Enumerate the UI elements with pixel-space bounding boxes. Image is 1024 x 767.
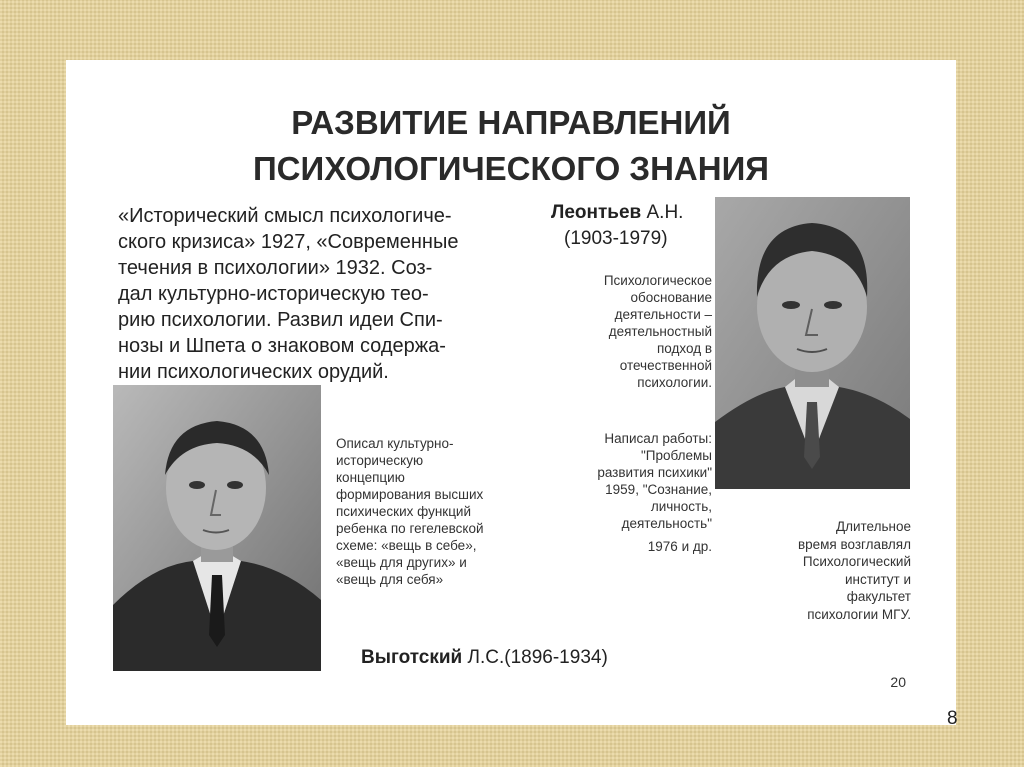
leontiev-desc-line: институт и	[844, 571, 911, 587]
leontiev-desc-line: 1959, "Сознание,	[605, 482, 712, 497]
leontiev-description-2	[532, 430, 712, 555]
leontiev-description-1	[532, 272, 712, 391]
vygotsky-desc-line: «вещь для себя»	[336, 572, 444, 587]
main-text	[118, 203, 518, 385]
slide-counter: 8	[947, 708, 958, 729]
vygotsky-desc-line: ребенка по гегелевской	[336, 521, 484, 536]
vygotsky-initials-years: Л.С.(1896-1934)	[462, 647, 608, 668]
leontiev-desc-line: развития психики"	[597, 465, 712, 480]
slide-title	[66, 100, 956, 192]
leontiev-desc-line: время возглавлял	[797, 536, 911, 552]
title-line-2: ПСИХОЛОГИЧЕСКОГО ЗНАНИЯ	[252, 150, 770, 187]
leontiev-caption	[551, 200, 683, 252]
main-text-line: ского кризиса» 1927, «Современные	[118, 231, 459, 253]
leontiev-years: (1903-1979)	[564, 228, 668, 249]
vygotsky-description	[336, 435, 561, 588]
page-number: 20	[890, 674, 906, 690]
vygotsky-desc-line: формирования высших	[336, 487, 484, 502]
leontiev-desc-line: Длительное	[835, 519, 911, 534]
vygotsky-desc-line: психических функций	[336, 504, 472, 519]
leontiev-desc-line: "Проблемы	[640, 448, 712, 463]
leontiev-desc-line: факультет	[846, 589, 911, 604]
leontiev-desc-line: Написал работы:	[604, 431, 712, 446]
vygotsky-desc-line: «вещь для других» и	[336, 555, 467, 570]
vygotsky-caption	[361, 647, 608, 669]
leontiev-description-3	[731, 518, 911, 623]
vygotsky-desc-line: концепцию	[336, 470, 405, 485]
main-text-line: «Исторический смысл психологиче-	[118, 205, 452, 227]
leontiev-desc-line: психологии.	[637, 375, 712, 390]
leontiev-desc-line: 1976 и др.	[647, 539, 712, 554]
main-text-line: течения в психологии» 1932. Соз-	[118, 257, 433, 279]
leontiev-desc-line: обоснование	[630, 290, 712, 305]
title-line-1: РАЗВИТИЕ НАПРАВЛЕНИЙ	[291, 104, 731, 141]
leontiev-desc-line: психологии МГУ.	[807, 606, 911, 622]
main-text-line: нозы и Шпета о знаковом содержа-	[118, 335, 446, 357]
leontiev-portrait	[715, 197, 910, 489]
leontiev-desc-line: деятельности –	[614, 307, 712, 322]
main-text-line: дал культурно-историческую тео-	[118, 283, 429, 305]
leontiev-surname: Леонтьев	[551, 202, 642, 223]
leontiev-desc-line: деятельностный	[608, 324, 712, 339]
vygotsky-desc-line: Описал культурно-	[336, 436, 454, 451]
main-text-line: нии психологических орудий.	[118, 361, 389, 383]
main-text-line: рию психологии. Развил идеи Спи-	[118, 309, 443, 331]
vygotsky-desc-line: схеме: «вещь в себе»,	[336, 538, 477, 553]
leontiev-initials: А.Н.	[641, 202, 684, 223]
slide	[66, 60, 956, 725]
leontiev-desc-line: подход в	[656, 341, 712, 356]
leontiev-desc-line: личность,	[650, 499, 712, 514]
vygotsky-desc-line: историческую	[336, 453, 424, 468]
vygotsky-surname: Выготский	[361, 647, 463, 668]
leontiev-desc-line: деятельность"	[621, 516, 712, 531]
leontiev-desc-line: Психологический	[802, 554, 911, 569]
leontiev-desc-line: отечественной	[619, 358, 712, 373]
vygotsky-portrait	[113, 385, 321, 671]
leontiev-desc-line: Психологическое	[603, 273, 712, 288]
